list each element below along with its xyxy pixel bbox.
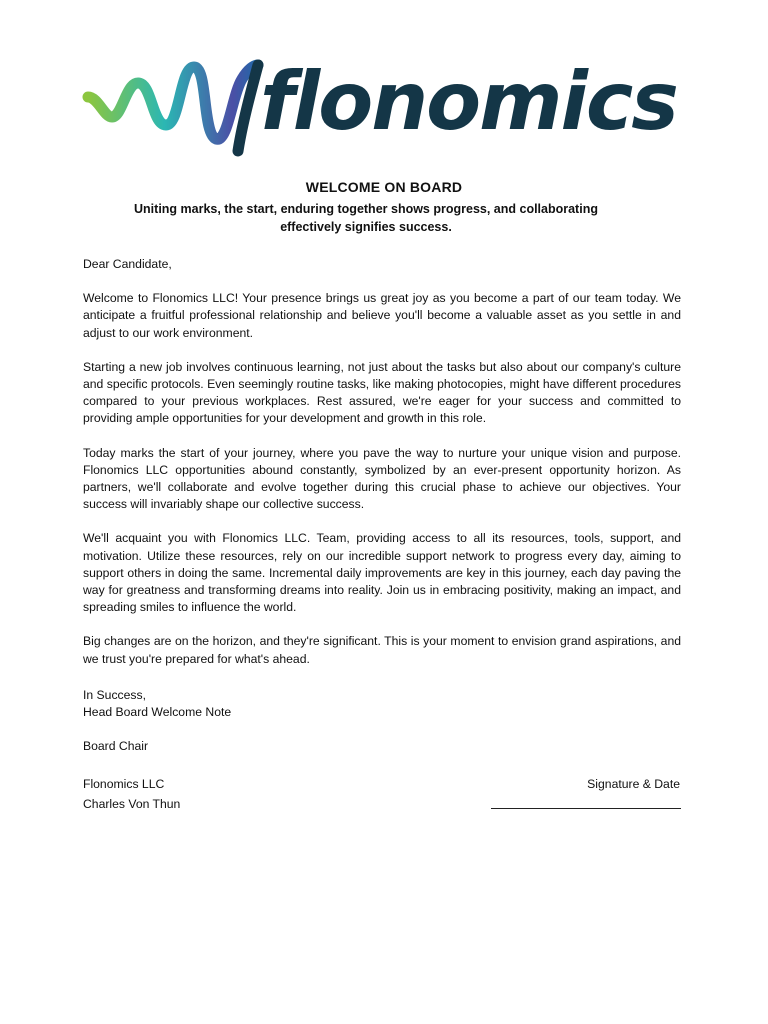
body-paragraph-5: Big changes are on the horizon, and they're significant. This is your moment to envision grand aspirations, and we trust you're prepared for what's ahead. bbox=[83, 634, 681, 666]
wave-logo-icon bbox=[82, 55, 272, 160]
letter-subtitle: Uniting marks, the start, enduring together shows progress, and collaborating effectively signifies success. bbox=[134, 202, 598, 234]
body-paragraph-4: We'll acquaint you with Flonomics LLC. Team, providing access to all its resources, tools, support, and motivation. Utilize these resources, rely on our incredible support network to progress every day, aiming to support others in doing the same. Incremental daily improvements are key in this journey, each day paving the way for greatness and transforming dreams into reality. Join us in embracing positivity, making an impact, and spreading smiles to influence the world. bbox=[83, 531, 681, 615]
brand-logo bbox=[82, 55, 682, 160]
closing-line-2: Head Board Welcome Note bbox=[83, 705, 232, 720]
signature-line bbox=[491, 808, 681, 809]
letter-title: WELCOME ON BOARD bbox=[305, 179, 463, 195]
signer-company: Flonomics LLC bbox=[83, 777, 165, 791]
signature-date-label: Signature & Date bbox=[587, 777, 680, 791]
brand-wordmark: flonomics bbox=[260, 55, 677, 148]
signer-name: Charles Von Thun bbox=[83, 797, 181, 811]
body-paragraph-3: Today marks the start of your journey, where you pave the way to nurture your unique vision and purpose. Flonomics LLC opportunities abound constantly, symbolized by an ever-present opportunity horizon. As partners, we'll collaborate and evolve together during this crucial phase to achieve our objectives. Your success will invariably shape our collective success. bbox=[83, 445, 681, 512]
signer-role: Board Chair bbox=[83, 739, 149, 753]
letter-body bbox=[83, 256, 681, 685]
body-paragraph-2: Starting a new job involves continuous learning, not just about the tasks but also about our company's culture and specific protocols. Even seemingly routine tasks, like making photocopies, might have different procedures compared to your previous workplaces. Rest assured, we're eager for your success and committed to providing ample opportunities for your development and growth in this role. bbox=[83, 359, 681, 426]
body-paragraph-1: Welcome to Flonomics LLC! Your presence brings us great joy as you become a part of our team today. We anticipate a fruitful professional relationship and believe you'll become a valuable asset as you settle in and adjust to our work environment. bbox=[83, 291, 681, 340]
salutation: Dear Candidate, bbox=[83, 257, 172, 271]
closing-block bbox=[83, 687, 231, 721]
closing-line-1: In Success, bbox=[83, 688, 146, 702]
